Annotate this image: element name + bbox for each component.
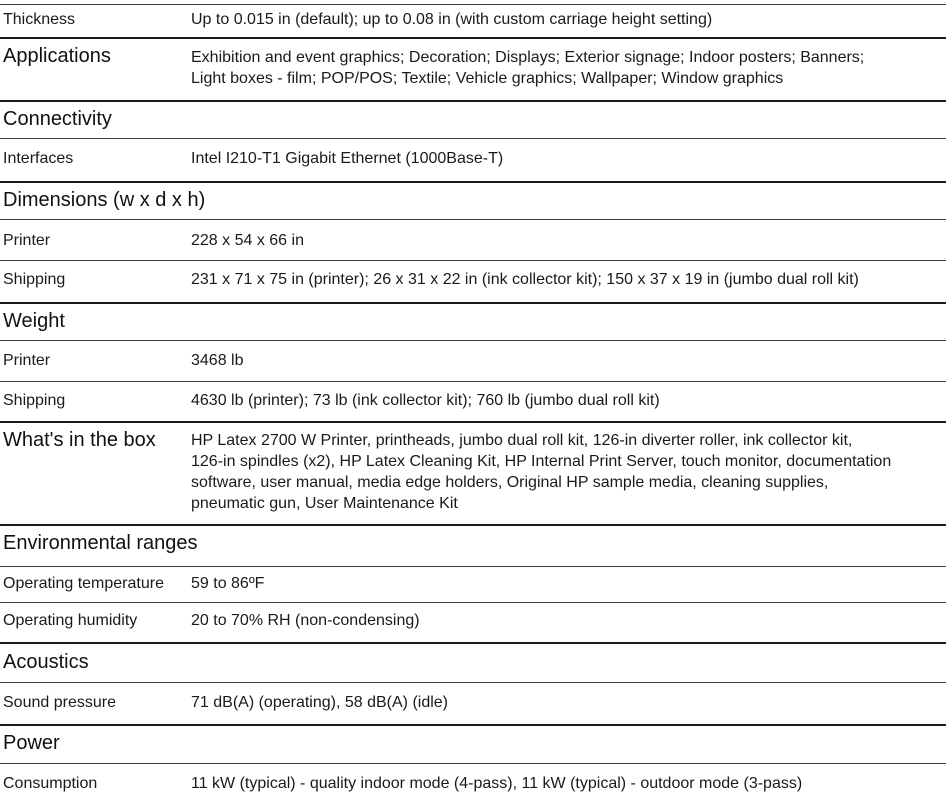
- dimensions-printer-value: 228 x 54 x 66 in: [191, 232, 304, 249]
- applications-value-line-1: Exhibition and event graphics; Decoration; Displays; Exterior signage; Indoor posters; Banners;: [191, 49, 865, 66]
- dimensions-shipping-label: Shipping: [3, 271, 66, 288]
- in-box-value-line-2: 126-in spindles (x2), HP Latex Cleaning Kit, HP Internal Print Server, touch monitor, documentation: [191, 453, 892, 470]
- row-divider: [0, 566, 946, 567]
- row-divider: [0, 421, 946, 423]
- weight-shipping-value: 4630 lb (printer); 73 lb (ink collector kit); 760 lb (jumbo dual roll kit): [191, 392, 660, 409]
- row-divider: [0, 138, 946, 139]
- in-box-value-line-4: pneumatic gun, User Maintenance Kit: [191, 495, 458, 512]
- power-heading: Power: [3, 732, 60, 754]
- acoustics-heading: Acoustics: [3, 651, 89, 673]
- dimensions-shipping-value: 231 x 71 x 75 in (printer); 26 x 31 x 22 in (ink collector kit); 150 x 37 x 19 in (jumbo dual roll kit): [191, 271, 859, 288]
- row-divider: [0, 4, 946, 5]
- applications-value-line-2: Light boxes - film; POP/POS; Textile; Vehicle graphics; Wallpaper; Window graphics: [191, 70, 784, 87]
- applications-label: Applications: [3, 45, 111, 67]
- thickness-value: Up to 0.015 in (default); up to 0.08 in (with custom carriage height setting): [191, 11, 713, 28]
- row-divider: [0, 524, 946, 526]
- row-divider: [0, 219, 946, 220]
- weight-printer-label: Printer: [3, 352, 51, 369]
- sound-pressure-label: Sound pressure: [3, 694, 116, 711]
- operating-temperature-value: 59 to 86ºF: [191, 575, 265, 592]
- row-divider: [0, 260, 946, 261]
- row-divider: [0, 724, 946, 726]
- operating-humidity-label: Operating humidity: [3, 612, 138, 629]
- row-divider: [0, 302, 946, 304]
- row-divider: [0, 340, 946, 341]
- in-box-label: What's in the box: [3, 429, 156, 451]
- row-divider: [0, 181, 946, 183]
- weight-printer-value: 3468 lb: [191, 352, 244, 369]
- consumption-value: 11 kW (typical) - quality indoor mode (4-pass), 11 kW (typical) - outdoor mode (3-pass): [191, 775, 803, 792]
- operating-humidity-value: 20 to 70% RH (non-condensing): [191, 612, 420, 629]
- dimensions-heading: Dimensions (w x d x h): [3, 189, 206, 211]
- connectivity-heading: Connectivity: [3, 108, 112, 130]
- weight-shipping-label: Shipping: [3, 392, 66, 409]
- row-divider: [0, 37, 946, 39]
- environmental-heading: Environmental ranges: [3, 532, 198, 554]
- sound-pressure-value: 71 dB(A) (operating), 58 dB(A) (idle): [191, 694, 448, 711]
- row-divider: [0, 602, 946, 603]
- thickness-label: Thickness: [3, 11, 76, 28]
- row-divider: [0, 682, 946, 683]
- row-divider: [0, 763, 946, 764]
- row-divider: [0, 642, 946, 644]
- dimensions-printer-label: Printer: [3, 232, 51, 249]
- in-box-value-line-3: software, user manual, media edge holders, Original HP sample media, cleaning supplies,: [191, 474, 829, 491]
- interfaces-value: Intel I210-T1 Gigabit Ethernet (1000Base-T): [191, 150, 504, 167]
- interfaces-label: Interfaces: [3, 150, 74, 167]
- row-divider: [0, 381, 946, 382]
- consumption-label: Consumption: [3, 775, 98, 792]
- operating-temperature-label: Operating temperature: [3, 575, 164, 592]
- weight-heading: Weight: [3, 310, 65, 332]
- in-box-value-line-1: HP Latex 2700 W Printer, printheads, jumbo dual roll kit, 126-in diverter roller, ink collector kit,: [191, 432, 853, 449]
- row-divider: [0, 100, 946, 102]
